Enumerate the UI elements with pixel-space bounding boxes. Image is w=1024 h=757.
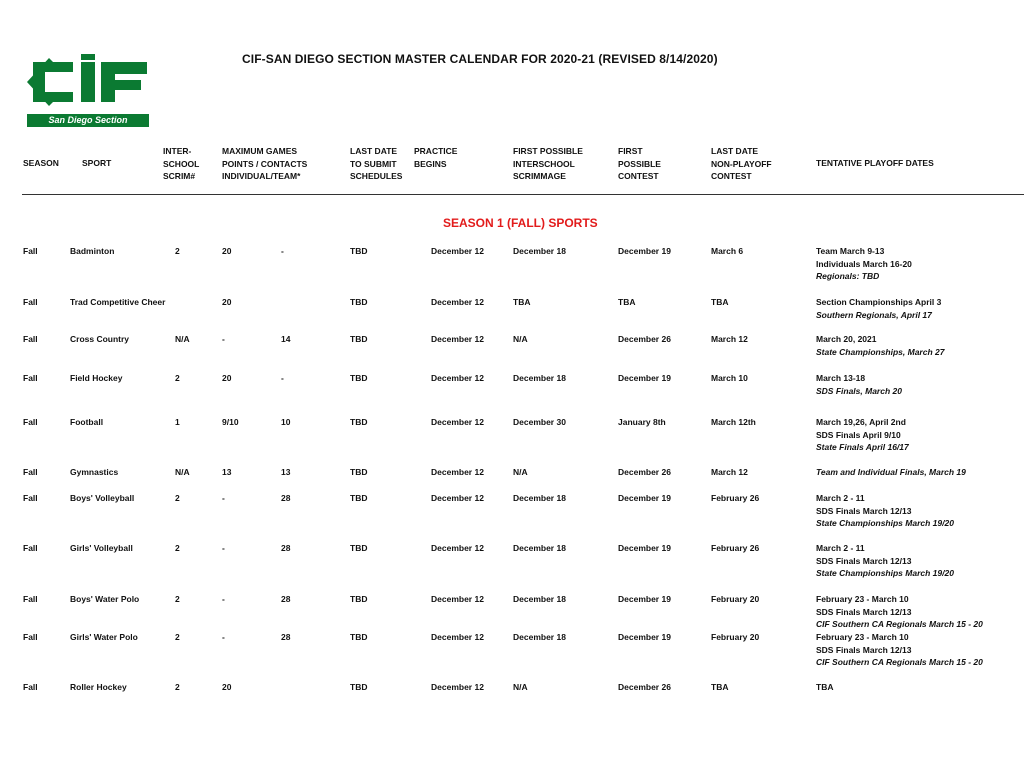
playoff-line: SDS Finals March 12/13 bbox=[816, 644, 912, 655]
cell-last-nonplayoff: February 20 bbox=[711, 632, 760, 642]
cell-first-scrim: N/A bbox=[513, 334, 528, 344]
cell-season: Fall bbox=[23, 594, 38, 604]
playoff-line: TBA bbox=[816, 682, 834, 692]
playoff-line: CIF Southern CA Regionals March 15 - 20 bbox=[816, 619, 983, 629]
header-line: SCRIMMAGE bbox=[513, 171, 566, 181]
cell-first-contest: December 19 bbox=[618, 632, 671, 642]
cell-season: Fall bbox=[23, 467, 38, 477]
header-line: BEGINS bbox=[414, 158, 447, 169]
playoff-line: State Finals April 16/17 bbox=[816, 442, 909, 452]
header-divider bbox=[22, 194, 1024, 195]
header-line: PRACTICE bbox=[414, 146, 458, 156]
playoff-line: Team and Individual Finals, March 19 bbox=[816, 467, 966, 477]
cell-sport: Cross Country bbox=[70, 334, 130, 344]
cell-last-nonplayoff: March 12 bbox=[711, 334, 748, 344]
playoff-line: Team March 9-13 bbox=[816, 246, 885, 256]
cell-playoff-dates bbox=[816, 631, 983, 669]
cell-season: Fall bbox=[23, 334, 38, 344]
header-line: SCHOOL bbox=[163, 158, 200, 169]
cell-first-contest: January 8th bbox=[618, 417, 666, 427]
cell-last-date: TBD bbox=[350, 632, 368, 642]
cell-max-team: - bbox=[281, 246, 284, 256]
cell-first-scrim: December 18 bbox=[513, 594, 566, 604]
header-line: CONTEST bbox=[711, 171, 752, 181]
cell-first-scrim: December 30 bbox=[513, 417, 566, 427]
playoff-line: March 20, 2021 bbox=[816, 334, 877, 344]
playoff-line: March 2 - 11 bbox=[816, 543, 865, 553]
playoff-line: Section Championships April 3 bbox=[816, 297, 942, 307]
header-playoff bbox=[816, 157, 934, 170]
cell-playoff-dates bbox=[816, 333, 944, 358]
cell-first-scrim: December 18 bbox=[513, 373, 566, 383]
cell-max-ind: - bbox=[222, 594, 225, 604]
cell-max-team: 28 bbox=[281, 594, 291, 604]
cell-scrim: 2 bbox=[175, 682, 180, 692]
cell-scrim: 2 bbox=[175, 373, 180, 383]
cell-scrim: 2 bbox=[175, 632, 180, 642]
cell-playoff-dates bbox=[816, 416, 909, 454]
header-line: LAST DATE bbox=[711, 146, 759, 156]
section-title: SEASON 1 (FALL) SPORTS bbox=[443, 216, 598, 230]
header-line: INTER- bbox=[163, 146, 192, 156]
cell-last-date: TBD bbox=[350, 373, 368, 383]
header-scrim bbox=[163, 145, 199, 183]
playoff-line: SDS Finals March 12/13 bbox=[816, 505, 912, 516]
header-line: POSSIBLE bbox=[618, 158, 661, 169]
header-line: SEASON bbox=[23, 158, 59, 168]
cell-playoff-dates bbox=[816, 542, 954, 580]
header-line: LAST DATE bbox=[350, 146, 398, 156]
cell-playoff-dates bbox=[816, 492, 954, 530]
cell-max-ind: - bbox=[222, 543, 225, 553]
cif-logo bbox=[27, 52, 151, 128]
cell-season: Fall bbox=[23, 493, 38, 503]
cell-season: Fall bbox=[23, 543, 38, 553]
header-line: INTERSCHOOL bbox=[513, 158, 575, 169]
cell-playoff-dates bbox=[816, 593, 983, 631]
cell-max-team: 28 bbox=[281, 493, 291, 503]
playoff-line: SDS Finals, March 20 bbox=[816, 385, 902, 396]
cell-max-team: 10 bbox=[281, 417, 291, 427]
cell-last-nonplayoff: March 6 bbox=[711, 246, 744, 256]
cell-sport: Field Hockey bbox=[70, 373, 123, 383]
logo-band: San Diego Section bbox=[27, 114, 149, 127]
cell-season: Fall bbox=[23, 246, 38, 256]
cell-first-contest: December 19 bbox=[618, 246, 671, 256]
cell-sport: Girls' Water Polo bbox=[70, 632, 138, 642]
cell-scrim: N/A bbox=[175, 467, 190, 477]
cell-first-contest: December 19 bbox=[618, 543, 671, 553]
playoff-line: Southern Regionals, April 17 bbox=[816, 309, 932, 320]
header-firstscrim bbox=[513, 145, 583, 183]
cell-scrim: 2 bbox=[175, 543, 180, 553]
cell-max-ind: 20 bbox=[222, 297, 232, 307]
cell-max-ind: - bbox=[222, 493, 225, 503]
header-line: NON-PLAYOFF bbox=[711, 158, 772, 169]
cell-max-team: - bbox=[281, 373, 284, 383]
cell-season: Fall bbox=[23, 632, 38, 642]
cell-first-scrim: December 18 bbox=[513, 246, 566, 256]
header-line: TO SUBMIT bbox=[350, 158, 397, 169]
cell-first-contest: December 19 bbox=[618, 373, 671, 383]
cell-sport: Boys' Volleyball bbox=[70, 493, 135, 503]
cell-last-nonplayoff: February 26 bbox=[711, 543, 760, 553]
header-season bbox=[23, 157, 59, 170]
cell-season: Fall bbox=[23, 297, 38, 307]
playoff-line: February 23 - March 10 bbox=[816, 594, 909, 604]
cell-sport: Boys' Water Polo bbox=[70, 594, 140, 604]
cell-sport: Trad Competitive Cheer bbox=[70, 297, 166, 307]
cell-scrim: 2 bbox=[175, 493, 180, 503]
cell-last-date: TBD bbox=[350, 594, 368, 604]
cell-first-scrim: N/A bbox=[513, 682, 528, 692]
cell-first-contest: December 19 bbox=[618, 594, 671, 604]
page-title: CIF-SAN DIEGO SECTION MASTER CALENDAR FOR 2020-21 (REVISED 8/14/2020) bbox=[242, 52, 718, 66]
cell-scrim: N/A bbox=[175, 334, 190, 344]
cell-first-contest: December 26 bbox=[618, 682, 671, 692]
playoff-line: March 19,26, April 2nd bbox=[816, 417, 906, 427]
cell-last-nonplayoff: February 20 bbox=[711, 594, 760, 604]
cell-practice: December 12 bbox=[431, 246, 484, 256]
cell-practice: December 12 bbox=[431, 373, 484, 383]
playoff-line: February 23 - March 10 bbox=[816, 632, 909, 642]
header-lastnonplayoff bbox=[711, 145, 772, 183]
cell-sport: Roller Hockey bbox=[70, 682, 127, 692]
header-practice bbox=[414, 145, 457, 170]
cell-playoff-dates bbox=[816, 245, 912, 283]
cell-last-date: TBD bbox=[350, 467, 368, 477]
cell-max-ind: 20 bbox=[222, 682, 232, 692]
cell-season: Fall bbox=[23, 417, 38, 427]
cell-last-nonplayoff: February 26 bbox=[711, 493, 760, 503]
cell-scrim: 2 bbox=[175, 246, 180, 256]
cell-practice: December 12 bbox=[431, 632, 484, 642]
playoff-line: Individuals March 16-20 bbox=[816, 258, 912, 269]
playoff-line: State Championships March 19/20 bbox=[816, 518, 954, 528]
cell-sport: Girls' Volleyball bbox=[70, 543, 133, 553]
playoff-line: SDS Finals April 9/10 bbox=[816, 429, 901, 440]
cell-max-ind: 20 bbox=[222, 373, 232, 383]
cell-sport: Gymnastics bbox=[70, 467, 119, 477]
header-line: INDIVIDUAL/TEAM* bbox=[222, 171, 301, 181]
cell-season: Fall bbox=[23, 682, 38, 692]
cell-scrim: 2 bbox=[175, 594, 180, 604]
header-firstcontest bbox=[618, 145, 661, 183]
cell-practice: December 12 bbox=[431, 417, 484, 427]
cell-last-date: TBD bbox=[350, 543, 368, 553]
cell-first-contest: TBA bbox=[618, 297, 636, 307]
header-line: CONTEST bbox=[618, 171, 659, 181]
cell-last-nonplayoff: March 12 bbox=[711, 467, 748, 477]
header-line: FIRST bbox=[618, 146, 643, 156]
cell-first-scrim: N/A bbox=[513, 467, 528, 477]
header-line: SPORT bbox=[82, 158, 112, 168]
playoff-line: March 2 - 11 bbox=[816, 493, 865, 503]
cell-max-team: 28 bbox=[281, 632, 291, 642]
cell-max-ind: 9/10 bbox=[222, 417, 239, 427]
cell-practice: December 12 bbox=[431, 334, 484, 344]
cell-last-date: TBD bbox=[350, 334, 368, 344]
cell-max-team: 14 bbox=[281, 334, 291, 344]
cell-practice: December 12 bbox=[431, 297, 484, 307]
cell-playoff-dates bbox=[816, 466, 966, 479]
cell-practice: December 12 bbox=[431, 493, 484, 503]
header-line: TENTATIVE PLAYOFF DATES bbox=[816, 158, 934, 168]
cell-practice: December 12 bbox=[431, 543, 484, 553]
playoff-line: State Championships, March 27 bbox=[816, 346, 945, 357]
cell-first-scrim: TBA bbox=[513, 297, 531, 307]
cell-max-ind: - bbox=[222, 334, 225, 344]
cell-last-date: TBD bbox=[350, 493, 368, 503]
cell-max-team: 28 bbox=[281, 543, 291, 553]
cell-max-team: 13 bbox=[281, 467, 291, 477]
cell-first-scrim: December 18 bbox=[513, 543, 566, 553]
cell-playoff-dates bbox=[816, 296, 941, 321]
playoff-line: SDS Finals March 12/13 bbox=[816, 606, 912, 617]
cell-last-date: TBD bbox=[350, 246, 368, 256]
cell-season: Fall bbox=[23, 373, 38, 383]
cell-first-contest: December 26 bbox=[618, 467, 671, 477]
cell-first-contest: December 19 bbox=[618, 493, 671, 503]
cell-last-nonplayoff: March 10 bbox=[711, 373, 748, 383]
header-line: SCRIM# bbox=[163, 171, 196, 181]
cell-practice: December 12 bbox=[431, 682, 484, 692]
cell-playoff-dates bbox=[816, 681, 833, 694]
cell-last-nonplayoff: TBA bbox=[711, 682, 729, 692]
cell-max-ind: 13 bbox=[222, 467, 232, 477]
header-sport bbox=[82, 157, 111, 170]
header-lastdate bbox=[350, 145, 402, 183]
cell-last-nonplayoff: TBA bbox=[711, 297, 729, 307]
cif-logo-mark bbox=[27, 52, 151, 114]
playoff-line: SDS Finals March 12/13 bbox=[816, 555, 912, 566]
header-line: SCHEDULES bbox=[350, 171, 403, 181]
playoff-line: March 13-18 bbox=[816, 373, 866, 383]
cell-sport: Badminton bbox=[70, 246, 115, 256]
cell-last-date: TBD bbox=[350, 417, 368, 427]
cell-last-date: TBD bbox=[350, 682, 368, 692]
cell-playoff-dates bbox=[816, 372, 902, 397]
cell-practice: December 12 bbox=[431, 467, 484, 477]
header-line: MAXIMUM GAMES bbox=[222, 146, 298, 156]
header-line: FIRST POSSIBLE bbox=[513, 146, 583, 156]
cell-last-date: TBD bbox=[350, 297, 368, 307]
playoff-line: State Championships March 19/20 bbox=[816, 568, 954, 578]
header-line: POINTS / CONTACTS bbox=[222, 158, 308, 169]
playoff-line: Regionals: TBD bbox=[816, 271, 880, 281]
cell-first-contest: December 26 bbox=[618, 334, 671, 344]
cell-practice: December 12 bbox=[431, 594, 484, 604]
cell-first-scrim: December 18 bbox=[513, 632, 566, 642]
playoff-line: CIF Southern CA Regionals March 15 - 20 bbox=[816, 657, 983, 667]
cell-max-ind: 20 bbox=[222, 246, 232, 256]
cell-last-nonplayoff: March 12th bbox=[711, 417, 756, 427]
cell-max-ind: - bbox=[222, 632, 225, 642]
header-maxgames bbox=[222, 145, 307, 183]
cell-first-scrim: December 18 bbox=[513, 493, 566, 503]
cell-scrim: 1 bbox=[175, 417, 180, 427]
cell-sport: Football bbox=[70, 417, 104, 427]
